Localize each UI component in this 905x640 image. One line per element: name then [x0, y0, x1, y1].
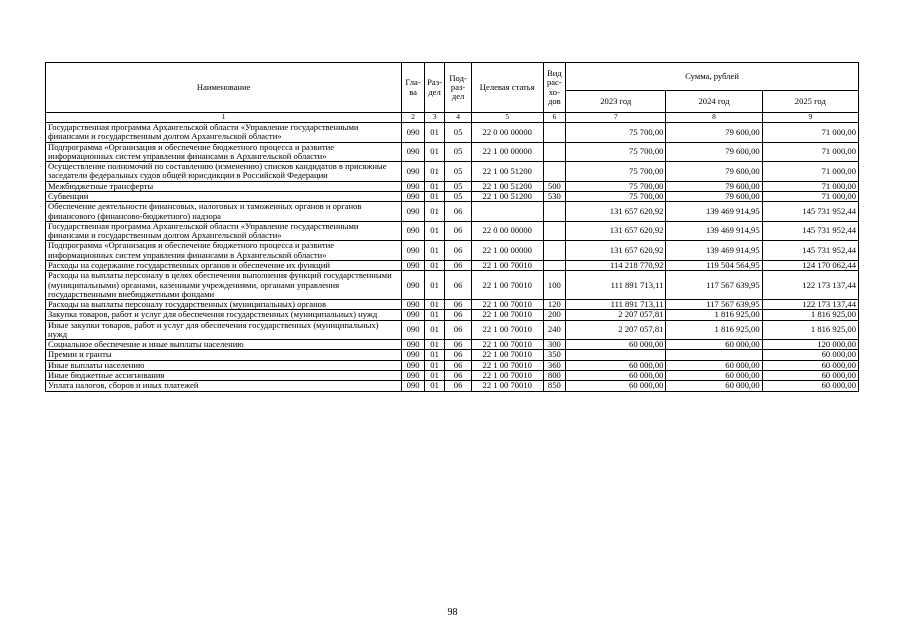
row-2024-cell: 117 567 639,95 — [666, 300, 762, 310]
row-podrazdel-cell: 06 — [445, 202, 472, 222]
row-vid-cell: 350 — [543, 350, 566, 360]
row-razdel-cell: 01 — [424, 350, 444, 360]
row-vid-cell: 360 — [543, 360, 566, 370]
col-header-2024: 2024 год — [666, 91, 762, 113]
row-name-cell: Государственная программа Архангельской области «Управление государственными финансами и государственным долгом Архангельской области» — [46, 221, 402, 241]
row-razdel-cell: 01 — [424, 340, 444, 350]
row-2024-cell: 119 504 564,95 — [666, 260, 762, 270]
row-glava-cell: 090 — [402, 142, 425, 162]
index-cell: 8 — [666, 113, 762, 123]
row-vid-cell — [543, 142, 566, 162]
row-glava-cell: 090 — [402, 350, 425, 360]
row-razdel-cell: 01 — [424, 202, 444, 222]
row-vid-cell: 300 — [543, 340, 566, 350]
row-glava-cell: 090 — [402, 320, 425, 340]
row-vid-cell: 530 — [543, 191, 566, 201]
index-cell: 5 — [471, 113, 543, 123]
row-glava-cell: 090 — [402, 202, 425, 222]
row-2023-cell: 75 700,00 — [566, 142, 666, 162]
row-podrazdel-cell: 06 — [445, 241, 472, 261]
row-2023-cell: 75 700,00 — [566, 162, 666, 182]
row-2025-cell: 122 173 137,44 — [762, 271, 858, 300]
table-row — [46, 360, 859, 370]
row-razdel-cell: 01 — [424, 162, 444, 182]
row-podrazdel-cell: 06 — [445, 221, 472, 241]
row-glava-cell: 090 — [402, 371, 425, 381]
row-target-cell: 22 0 00 00000 — [471, 221, 543, 241]
row-2023-cell: 75 700,00 — [566, 123, 666, 143]
row-target-cell: 22 1 00 70010 — [471, 320, 543, 340]
row-name-cell: Иные бюджетные ассигнования — [46, 371, 402, 381]
index-cell: 9 — [762, 113, 858, 123]
row-target-cell: 22 1 00 70010 — [471, 300, 543, 310]
row-target-cell: 22 1 00 70010 — [471, 360, 543, 370]
row-2024-cell: 79 600,00 — [666, 162, 762, 182]
row-target-cell: 22 1 00 70010 — [471, 381, 543, 391]
row-name-cell: Уплата налогов, сборов и иных платежей — [46, 381, 402, 391]
row-vid-cell — [543, 241, 566, 261]
row-vid-cell — [543, 202, 566, 222]
row-target-cell: 22 1 00 70010 — [471, 340, 543, 350]
col-header-sum: Сумма, рублей — [566, 63, 859, 91]
row-vid-cell: 500 — [543, 181, 566, 191]
row-glava-cell: 090 — [402, 221, 425, 241]
row-glava-cell: 090 — [402, 181, 425, 191]
row-glava-cell: 090 — [402, 360, 425, 370]
row-2024-cell: 79 600,00 — [666, 142, 762, 162]
row-2025-cell: 71 000,00 — [762, 181, 858, 191]
row-2023-cell: 111 891 713,11 — [566, 300, 666, 310]
table-row — [46, 162, 859, 182]
row-2025-cell: 60 000,00 — [762, 371, 858, 381]
row-podrazdel-cell: 05 — [445, 181, 472, 191]
row-name-cell: Межбюджетные трансферты — [46, 181, 402, 191]
table-row — [46, 310, 859, 320]
index-cell: 1 — [46, 113, 402, 123]
row-2023-cell: 131 657 620,92 — [566, 202, 666, 222]
row-razdel-cell: 01 — [424, 221, 444, 241]
row-podrazdel-cell: 05 — [445, 191, 472, 201]
row-podrazdel-cell: 06 — [445, 371, 472, 381]
table-header — [46, 63, 859, 113]
row-razdel-cell: 01 — [424, 241, 444, 261]
row-2025-cell: 71 000,00 — [762, 162, 858, 182]
row-razdel-cell: 01 — [424, 191, 444, 201]
table-row — [46, 371, 859, 381]
row-2025-cell: 60 000,00 — [762, 381, 858, 391]
row-glava-cell: 090 — [402, 123, 425, 143]
row-2024-cell: 139 469 914,95 — [666, 241, 762, 261]
row-target-cell — [471, 202, 543, 222]
row-razdel-cell: 01 — [424, 381, 444, 391]
row-target-cell: 22 0 00 00000 — [471, 123, 543, 143]
row-2024-cell: 60 000,00 — [666, 340, 762, 350]
row-glava-cell: 090 — [402, 162, 425, 182]
row-2023-cell: 60 000,00 — [566, 371, 666, 381]
row-name-cell: Премии и гранты — [46, 350, 402, 360]
index-cell: 4 — [445, 113, 472, 123]
col-header-podrazdel: Под-раз-дел — [445, 63, 472, 113]
row-2024-cell: 139 469 914,95 — [666, 221, 762, 241]
row-name-cell: Подпрограмма «Организация и обеспечение бюджетного процесса и развитие информационных систем управления финансами в Архангельской области» — [46, 241, 402, 261]
row-2025-cell: 60 000,00 — [762, 350, 858, 360]
row-2025-cell: 60 000,00 — [762, 360, 858, 370]
row-target-cell: 22 1 00 70010 — [471, 271, 543, 300]
row-2025-cell: 71 000,00 — [762, 142, 858, 162]
row-name-cell: Субвенции — [46, 191, 402, 201]
row-target-cell: 22 1 00 51200 — [471, 181, 543, 191]
row-glava-cell: 090 — [402, 381, 425, 391]
col-header-glava: Гла-ва — [402, 63, 425, 113]
row-podrazdel-cell: 06 — [445, 310, 472, 320]
row-name-cell: Расходы на выплаты персоналу государственных (муниципальных) органов — [46, 300, 402, 310]
row-razdel-cell: 01 — [424, 300, 444, 310]
table-row — [46, 300, 859, 310]
col-header-razdel: Раз-дел — [424, 63, 444, 113]
row-2025-cell: 71 000,00 — [762, 123, 858, 143]
row-target-cell: 22 1 00 70010 — [471, 260, 543, 270]
row-name-cell: Иные выплаты населению — [46, 360, 402, 370]
row-2023-cell: 60 000,00 — [566, 381, 666, 391]
row-vid-cell — [543, 260, 566, 270]
row-2025-cell: 1 816 925,00 — [762, 320, 858, 340]
row-glava-cell: 090 — [402, 310, 425, 320]
row-2025-cell: 145 731 952,44 — [762, 221, 858, 241]
row-razdel-cell: 01 — [424, 260, 444, 270]
row-glava-cell: 090 — [402, 340, 425, 350]
table-row — [46, 271, 859, 300]
table-row — [46, 320, 859, 340]
row-razdel-cell: 01 — [424, 371, 444, 381]
row-vid-cell — [543, 123, 566, 143]
row-2024-cell: 1 816 925,00 — [666, 320, 762, 340]
row-2025-cell: 122 173 137,44 — [762, 300, 858, 310]
row-razdel-cell: 01 — [424, 142, 444, 162]
row-podrazdel-cell: 06 — [445, 360, 472, 370]
row-vid-cell: 850 — [543, 381, 566, 391]
row-2024-cell: 139 469 914,95 — [666, 202, 762, 222]
row-2025-cell: 145 731 952,44 — [762, 241, 858, 261]
row-vid-cell: 100 — [543, 271, 566, 300]
col-header-name: Наименование — [46, 63, 402, 113]
table-row — [46, 191, 859, 201]
row-vid-cell — [543, 162, 566, 182]
row-2024-cell: 79 600,00 — [666, 181, 762, 191]
table-body — [46, 113, 859, 392]
table-row — [46, 221, 859, 241]
table-row — [46, 241, 859, 261]
row-razdel-cell: 01 — [424, 360, 444, 370]
row-name-cell: Осуществление полномочий по составлению (изменению) списков кандидатов в присяжные заседатели федеральных судов общей юрисдикции в Российской Федерации — [46, 162, 402, 182]
index-cell: 6 — [543, 113, 566, 123]
row-2023-cell — [566, 350, 666, 360]
row-name-cell: Подпрограмма «Организация и обеспечение бюджетного процесса и развитие информационных систем управления финансами в Архангельской области» — [46, 142, 402, 162]
row-target-cell: 22 1 00 70010 — [471, 310, 543, 320]
row-2025-cell: 71 000,00 — [762, 191, 858, 201]
row-2024-cell: 60 000,00 — [666, 371, 762, 381]
row-podrazdel-cell: 05 — [445, 142, 472, 162]
row-podrazdel-cell: 06 — [445, 271, 472, 300]
row-razdel-cell: 01 — [424, 123, 444, 143]
row-2024-cell: 60 000,00 — [666, 360, 762, 370]
row-vid-cell: 120 — [543, 300, 566, 310]
budget-table — [45, 62, 859, 392]
row-2023-cell: 75 700,00 — [566, 181, 666, 191]
row-podrazdel-cell: 06 — [445, 340, 472, 350]
col-header-target: Целевая статья — [471, 63, 543, 113]
row-podrazdel-cell: 06 — [445, 300, 472, 310]
row-podrazdel-cell: 06 — [445, 381, 472, 391]
row-target-cell: 22 1 00 70010 — [471, 371, 543, 381]
table-row — [46, 350, 859, 360]
column-index-row — [46, 113, 859, 123]
row-name-cell: Обеспечение деятельности финансовых, налоговых и таможенных органов и органов финансового (финансово-бюджетного) надзора — [46, 202, 402, 222]
row-name-cell: Социальное обеспечение и иные выплаты населению — [46, 340, 402, 350]
row-2023-cell: 2 207 057,81 — [566, 320, 666, 340]
row-vid-cell: 200 — [543, 310, 566, 320]
row-target-cell: 22 1 00 00000 — [471, 142, 543, 162]
col-header-2023: 2023 год — [566, 91, 666, 113]
row-2023-cell: 75 700,00 — [566, 191, 666, 201]
row-target-cell: 22 1 00 51200 — [471, 162, 543, 182]
row-vid-cell: 800 — [543, 371, 566, 381]
row-name-cell: Расходы на выплаты персоналу в целях обеспечения выполнения функций государственными (муниципальными) органами, казенными учреждениями, органами управления государственными внебюджетными фондами — [46, 271, 402, 300]
row-name-cell: Государственная программа Архангельской области «Управление государственными финансами и государственным долгом Архангельской области» — [46, 123, 402, 143]
row-podrazdel-cell: 06 — [445, 260, 472, 270]
row-podrazdel-cell: 05 — [445, 123, 472, 143]
row-2023-cell: 2 207 057,81 — [566, 310, 666, 320]
table-row — [46, 181, 859, 191]
table-row — [46, 202, 859, 222]
row-target-cell: 22 1 00 51200 — [471, 191, 543, 201]
row-2025-cell: 120 000,00 — [762, 340, 858, 350]
table-row — [46, 381, 859, 391]
row-glava-cell: 090 — [402, 300, 425, 310]
row-name-cell: Иные закупки товаров, работ и услуг для обеспечения государственных (муниципальных) нужд — [46, 320, 402, 340]
row-vid-cell — [543, 221, 566, 241]
col-header-vid: Вид рас-хо-дов — [543, 63, 566, 113]
row-2023-cell: 60 000,00 — [566, 360, 666, 370]
index-cell: 2 — [402, 113, 425, 123]
row-glava-cell: 090 — [402, 271, 425, 300]
index-cell: 3 — [424, 113, 444, 123]
table-row — [46, 142, 859, 162]
row-2024-cell: 79 600,00 — [666, 191, 762, 201]
row-podrazdel-cell: 06 — [445, 350, 472, 360]
row-2023-cell: 131 657 620,92 — [566, 221, 666, 241]
row-2023-cell: 60 000,00 — [566, 340, 666, 350]
table-row — [46, 340, 859, 350]
row-glava-cell: 090 — [402, 241, 425, 261]
row-2025-cell: 1 816 925,00 — [762, 310, 858, 320]
row-razdel-cell: 01 — [424, 310, 444, 320]
row-2025-cell: 145 731 952,44 — [762, 202, 858, 222]
row-glava-cell: 090 — [402, 191, 425, 201]
row-name-cell: Закупка товаров, работ и услуг для обеспечения государственных (муниципальных) нужд — [46, 310, 402, 320]
row-2024-cell: 60 000,00 — [666, 381, 762, 391]
row-razdel-cell: 01 — [424, 320, 444, 340]
row-2024-cell: 1 816 925,00 — [666, 310, 762, 320]
row-2025-cell: 124 170 062,44 — [762, 260, 858, 270]
row-podrazdel-cell: 05 — [445, 162, 472, 182]
row-target-cell: 22 1 00 70010 — [471, 350, 543, 360]
page-number: 98 — [447, 607, 458, 618]
row-vid-cell: 240 — [543, 320, 566, 340]
col-header-2025: 2025 год — [762, 91, 858, 113]
row-2023-cell: 114 218 770,92 — [566, 260, 666, 270]
row-2023-cell: 131 657 620,92 — [566, 241, 666, 261]
row-name-cell: Расходы на содержание государственных органов и обеспечение их функций — [46, 260, 402, 270]
row-2024-cell — [666, 350, 762, 360]
row-2024-cell: 117 567 639,95 — [666, 271, 762, 300]
index-cell: 7 — [566, 113, 666, 123]
row-razdel-cell: 01 — [424, 181, 444, 191]
row-2024-cell: 79 600,00 — [666, 123, 762, 143]
row-razdel-cell: 01 — [424, 271, 444, 300]
row-target-cell: 22 1 00 00000 — [471, 241, 543, 261]
row-glava-cell: 090 — [402, 260, 425, 270]
row-2023-cell: 111 891 713,11 — [566, 271, 666, 300]
row-podrazdel-cell: 06 — [445, 320, 472, 340]
table-row — [46, 260, 859, 270]
table-row — [46, 123, 859, 143]
